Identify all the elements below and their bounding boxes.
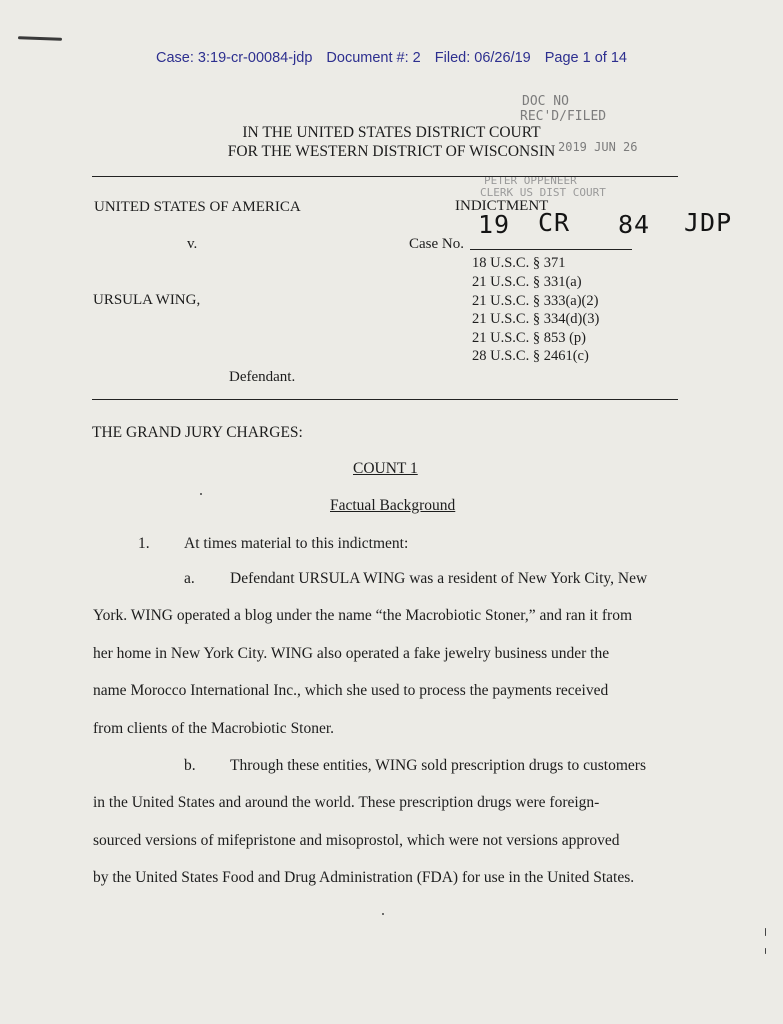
para-b-line-4: by the United States Food and Drug Administration (FDA) for use in the United States. [93,869,635,886]
para-b-line-3: sourced versions of mifepristone and misoprostol, which were not versions approved [93,832,620,849]
caption-bottom-rule [92,399,678,400]
para-b-line-1: Through these entities, WING sold prescription drugs to customers [230,757,646,774]
stamp-clerk2: CLERK US DIST COURT [480,186,606,199]
speck [382,913,384,915]
para-a-line-4: name Morocco International Inc., which she used to process the payments received [93,682,609,699]
court-line-1: IN THE UNITED STATES DISTRICT COURT [242,124,541,141]
case-no-judge: JDP [684,208,733,237]
citation-4: 21 U.S.C. § 334(d)(3) [472,311,600,327]
stamp-doc-no: DOC NO [522,94,569,109]
case-no-type: CR [538,208,571,237]
versus-label: v. [187,236,198,252]
section-heading: Factual Background [330,497,456,514]
citation-6: 28 U.S.C. § 2461(c) [472,348,589,364]
header-document: Document #: 2 [326,50,421,66]
caption-top-rule [92,176,678,177]
case-no-year: 19 [478,210,511,239]
para-a-line-3: her home in New York City. WING also operated a fake jewelry business under the [93,645,610,662]
header-page: Page 1 of 14 [544,50,627,66]
ink-smudge [18,36,62,41]
para-a-line-5: from clients of the Macrobiotic Stoner. [93,720,335,737]
defendant-label: Defendant. [229,369,296,385]
case-no-number: 84 [618,210,651,239]
para-a-label: a. [184,570,195,587]
citation-3: 21 U.S.C. § 333(a)(2) [472,293,599,309]
citation-1: 18 U.S.C. § 371 [472,255,566,271]
header-case: Case: 3:19-cr-00084-jdp [156,50,313,66]
para-1-number: 1. [138,535,150,552]
para-b-line-2: in the United States and around the world. These prescription drugs were foreign- [93,794,600,811]
citation-5: 21 U.S.C. § 853 (p) [472,330,586,346]
court-line-2: FOR THE WESTERN DISTRICT OF WISCONSIN [227,143,556,160]
speck [200,493,202,495]
stamp-filed: REC'D/FILED [520,109,607,124]
grand-jury-charges: THE GRAND JURY CHARGES: [92,424,303,441]
para-1-text: At times material to this indictment: [184,535,409,552]
header-filed: Filed: 06/26/19 [434,50,531,66]
defendant-name: URSULA WING, [93,292,201,308]
para-a-line-1: Defendant URSULA WING was a resident of New York City, New [230,570,648,587]
case-no-line [470,249,632,250]
ecf-header [0,50,783,66]
para-a-line-2: York. WING operated a blog under the name “the Macrobiotic Stoner,” and ran it from [93,607,632,624]
indictment-title: INDICTMENT [455,198,549,214]
case-no-label: Case No. [409,236,464,252]
stamp-clerk: PETER OPPENEER [484,174,577,187]
speck [765,928,766,936]
citation-2: 21 U.S.C. § 331(a) [472,274,582,290]
speck [765,948,766,954]
count-heading: COUNT 1 [353,460,418,477]
stamp-date: 2019 JUN 26 [558,140,638,154]
para-b-label: b. [184,757,196,774]
plaintiff-name: UNITED STATES OF AMERICA [94,199,301,215]
